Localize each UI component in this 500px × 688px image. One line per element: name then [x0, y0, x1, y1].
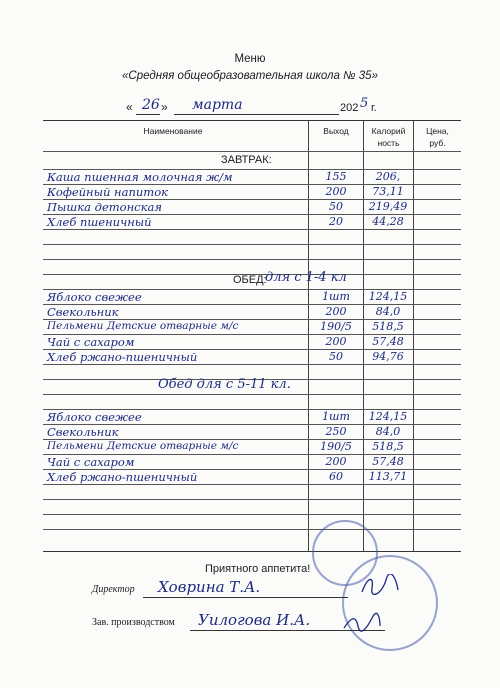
row-line: [43, 484, 461, 485]
director-scribble: [360, 574, 400, 596]
dish-name: Хлеб ржано-пшеничный: [47, 470, 198, 484]
dish-out: 190/5: [320, 440, 352, 453]
row-line: [43, 394, 461, 395]
date-year-suffix: 5: [360, 96, 369, 111]
dish-name: Пельмени Детские отварные м/с: [47, 440, 239, 452]
round-stamp-large: [342, 555, 438, 651]
dish-out: 1шт: [322, 290, 350, 303]
col-header-price-1: Цена,: [426, 126, 449, 136]
date-day: 26: [142, 97, 160, 113]
dish-cal: 124,15: [368, 290, 408, 303]
appetite-text: Приятного аппетита!: [205, 563, 311, 575]
dish-name: Кофейный напиток: [47, 185, 168, 199]
lunch2-title-hand: Обед для с 5-11 кл.: [158, 377, 291, 392]
dish-cal: 73,11: [372, 185, 404, 198]
day-underline: [136, 114, 160, 115]
manager-signature: Уилогова И.А.: [198, 611, 311, 629]
month-underline: [174, 114, 339, 115]
dish-cal: 84,0: [375, 425, 401, 438]
manager-scribble: [342, 612, 382, 632]
dish-out: 250: [325, 425, 347, 438]
dish-name: Хлеб пшеничный: [47, 215, 152, 229]
date-year-unit: г.: [371, 102, 377, 114]
row-line: [43, 229, 461, 230]
dish-name: Пышка детонская: [47, 200, 162, 214]
row-line: [43, 529, 461, 530]
col-header-out: Выход: [323, 126, 349, 136]
col-header-price-2: руб.: [429, 138, 446, 148]
dish-cal: 124,15: [368, 410, 408, 423]
col-header-cal-1: Калорий: [371, 126, 406, 136]
dish-out: 200: [325, 305, 347, 318]
row-line: [43, 244, 461, 245]
dish-cal: 57,48: [372, 335, 404, 348]
director-sign-line: [143, 597, 348, 598]
dish-name: Яблоко свежее: [47, 410, 142, 424]
col-divider-cal: [363, 121, 364, 551]
dish-name: Яблоко свежее: [47, 290, 142, 304]
dish-name: Чай с сахаром: [47, 455, 135, 469]
col-header-name: Наименование: [143, 126, 203, 136]
col-divider-out: [308, 121, 309, 551]
dish-cal: 57,48: [372, 455, 404, 468]
lunch-title: ОБЕД:: [233, 274, 267, 286]
dish-cal: 518,5: [372, 320, 404, 333]
row-line: [43, 499, 461, 500]
dish-cal: 84,0: [375, 305, 401, 318]
row-line: [43, 364, 461, 365]
date-month: марта: [192, 97, 243, 113]
dish-name: Чай с сахаром: [47, 335, 135, 349]
col-divider-price: [413, 121, 414, 551]
dish-cal: 206,: [375, 170, 401, 183]
dish-name: Свекольник: [47, 305, 119, 319]
dish-cal: 113,71: [368, 470, 408, 483]
school-name: «Средняя общеобразовательная школа № 35»: [122, 70, 378, 82]
dish-out: 190/5: [320, 320, 352, 333]
dish-out: 60: [329, 470, 343, 483]
dish-name: Пельмени Детские отварные м/с: [47, 320, 239, 332]
dish-name: Хлеб ржано-пшеничный: [47, 350, 198, 364]
row-line: [43, 259, 461, 260]
date-open-quote: «: [126, 100, 133, 114]
dish-cal: 94,76: [372, 350, 404, 363]
row-line: [43, 514, 461, 515]
header-divider: [43, 151, 461, 152]
col-header-cal-2: ность: [377, 138, 400, 148]
dish-cal: 518,5: [372, 440, 404, 453]
director-label: Директор: [92, 584, 135, 595]
menu-title: Меню: [234, 53, 266, 65]
director-signature: Ховрина Т.А.: [158, 578, 261, 596]
date-close-quote: »: [161, 100, 168, 114]
dish-out: 155: [325, 170, 347, 183]
dish-out: 1шт: [322, 410, 350, 423]
dish-out: 200: [325, 335, 347, 348]
dish-out: 20: [329, 215, 343, 228]
dish-cal: 44,28: [372, 215, 404, 228]
menu-table: [43, 120, 461, 552]
dish-out: 200: [325, 455, 347, 468]
lunch-title-hand: для с 1-4 кл: [265, 270, 347, 285]
dish-name: Свекольник: [47, 425, 119, 439]
breakfast-title: ЗАВТРАК:: [221, 154, 272, 166]
dish-out: 200: [325, 185, 347, 198]
date-line: [126, 96, 396, 118]
date-year-prefix: 202: [340, 102, 359, 114]
manager-label: Зав. производством: [92, 617, 175, 628]
dish-out: 50: [329, 200, 343, 213]
dish-cal: 219,49: [368, 200, 408, 213]
dish-name: Каша пшенная молочная ж/м: [47, 170, 233, 184]
dish-out: 50: [329, 350, 343, 363]
